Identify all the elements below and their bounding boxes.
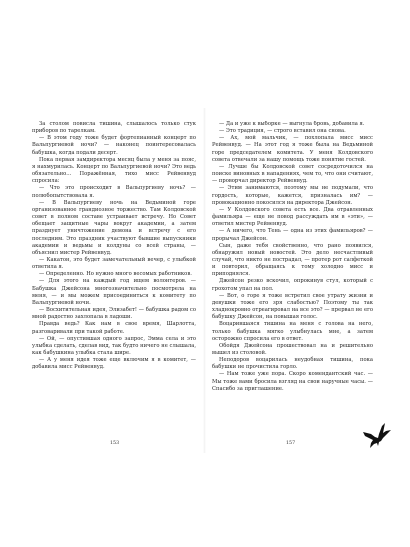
left-paragraph: — Ой, — опустившая одного запрос, Эмма села и это улыбка сделать, сделав вид, так будто ничего не слышала, как бабушкина улыбка стала шире.	[32, 335, 196, 356]
raven-icon	[362, 422, 392, 450]
right-paragraph: — Этим занимаются, поэтому мы не подумали, что гордость, которые, кажется, призналась им? — провокационно покосился на директора Джейсон.	[212, 185, 373, 206]
right-paragraph: — Лучше бы Колдовской совет сосредоточился на поиске виновных в нападениях, чем то, что они считают, — проворчал директор Рейвенвуд.	[212, 163, 373, 185]
left-paragraph: — Что это происходит в Вальпургиеву ночь? — полюбопытствовала я.	[32, 185, 196, 199]
right-paragraph: Джейсон резко вскочил, опрокинув стул, который с грохотом упал на пол.	[212, 278, 373, 292]
left-paragraph: Правда ведь? Как нам в свое время, Шарлотта, разговаривали при такой работе.	[32, 321, 196, 335]
left-paragraph: — Какатон, это будет замечательный вечер, с улыбкой ответила я.	[32, 256, 196, 271]
right-page-text	[212, 121, 373, 393]
left-paragraph: За столом повисла тишина, слышалось только стук приборов по тарелкам.	[32, 121, 196, 135]
right-paragraph: Неподоров воцарилась неудобная тишина, пока бабушки не прочистила горло.	[212, 357, 373, 371]
right-paragraph: — Нам тоже уже пора. Скоро комендантский час. — Мы тоже вами бросила взгляд на свои наручные часы. — Спасибо за приглашение.	[212, 371, 373, 392]
left-paragraph: — В этом году тоже будет фортепианный концерт по Вальпургиевой ночи? — наконец поинтересовалась бабушка, когда подали десерт.	[32, 135, 196, 156]
right-paragraph: — Ах, мой мальчик, — похлопала мисс мисс Рейвенвуд. — На этот год я тоже была на Ведьминой горе председателем комитета. У меня Колдовского совета отвечали за нашу помощь тоже понятие гостей.	[212, 135, 373, 163]
left-paragraph: — А у меня идея тоже еще включим я в комитет, — добавила мисс Рейвенвуд.	[32, 357, 196, 371]
right-page-number: 157	[286, 441, 296, 446]
right-paragraph: Сын, даже тебя свойственно, что рано появился, обнаружил новый новостей. Это дело несчастливый случай, что никто не пострадал, — протер рот салфеткой и повторил, обращаясь к тому холодно мисс и приподнялся.	[212, 242, 373, 278]
left-page-text	[32, 121, 196, 371]
right-paragraph: — Да и уже к выборке — выгнула бровь, добавила я.	[219, 121, 365, 127]
left-paragraph: — Определенно. Но нужно много весомых работников.	[39, 271, 192, 278]
right-paragraph: Обойдя Джейсона прошествовал на и решительно вышел из столовой.	[212, 342, 373, 356]
right-paragraph: — Вот, о горе я тоже встретил свое утрату жизни и девушки тоже его зря слабостью? Поэтому ты так хладнокровно отреагировал на все это? — прервал не его бабушку Джейсон, на повышая голос.	[212, 292, 373, 321]
right-page	[212, 121, 373, 431]
right-paragraph: — У Колдовского совета есть все. Два отравленных фамильяра — еще не повод рассуждать им в «эти», — ответил мистер Рейвенвуд.	[212, 206, 373, 228]
left-paragraph: Пока первая замдиректора месяц была у меня за пояс, я нахмурилась. Концерт по Вальпургиевой ночи? Это ведь обязательно... Поражённая, тихо мисс Рейвенвуд спросила:	[32, 156, 196, 185]
left-page-number: 153	[110, 441, 120, 446]
right-paragraph: — А ничего, что Тень — одна из этих фамильяров? — прорычал Джейсон.	[212, 228, 373, 242]
right-paragraph: Воцарившаяся тишина на меня с голова на него, только бабушка мягко улыбнулась мне, а затем осторожно спросила его в ответ.	[212, 321, 373, 342]
book-gutter	[203, 108, 206, 453]
left-page	[32, 121, 196, 431]
left-paragraph: — Для этого на каждый год ищем волонтеров. — Бабушка Джейсона многозначительно посмотрела на меня, — и мы можем присоединиться к комитету по Вальпургиевой ночи.	[32, 278, 196, 306]
right-paragraph: — Это традиция, — строго вставил она снова.	[219, 128, 346, 135]
left-paragraph: — В Вальпургиеву ночь на Ведьминой горе организованное грандиозное торжество. Там Колдовской совет в полном составе устраивает встречу. Но Совет обещает защитные чары вокруг академии, а затем празднует уничтожение демона и встречу с его последним. Это праздник участвуют бывшие выпускники академии и ведьмы и колдуны со всей страны, — объяснил мистер Рейвенвуд.	[32, 199, 196, 256]
left-paragraph: — Восхитительная идея, Элизабет! — бабушка радом со мной радостно захлопала в ладоши.	[32, 307, 196, 321]
